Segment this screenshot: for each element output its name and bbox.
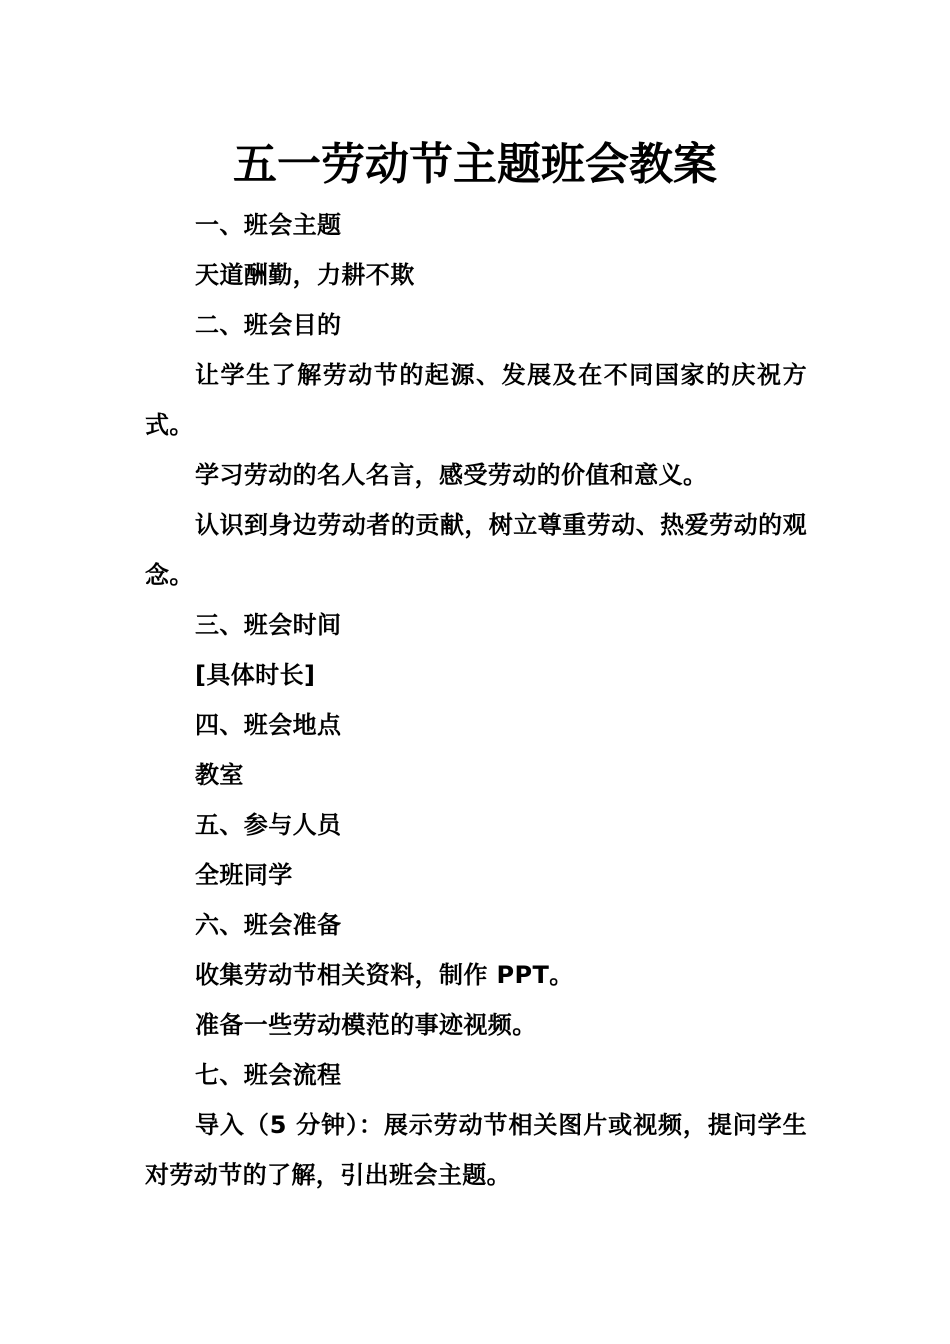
section-heading-location: 四、班会地点	[195, 711, 342, 739]
time-text: [具体时长]	[195, 661, 316, 689]
participants-text: 全班同学	[195, 861, 293, 889]
section-heading-purpose: 二、班会目的	[195, 311, 342, 339]
section-heading-time: 三、班会时间	[195, 611, 342, 639]
document-body	[145, 200, 807, 1200]
section-heading-process: 七、班会流程	[195, 1061, 342, 1089]
document-title: 五一劳动节主题班会教案	[233, 139, 717, 190]
process-item-intro: 导入（5 分钟）：展示劳动节相关图片或视频，提问学生对劳动节的了解，引出班会主题。	[145, 1111, 807, 1189]
section-heading-participants: 五、参与人员	[195, 811, 342, 839]
location-text: 教室	[195, 761, 244, 789]
purpose-item-1: 让学生了解劳动节的起源、发展及在不同国家的庆祝方式。	[145, 361, 807, 439]
preparation-item-1: 收集劳动节相关资料，制作 PPT。	[195, 961, 574, 989]
preparation-item-2: 准备一些劳动模范的事迹视频。	[195, 1011, 537, 1039]
section-heading-preparation: 六、班会准备	[195, 911, 342, 939]
purpose-item-2: 学习劳动的名人名言，感受劳动的价值和意义。	[195, 461, 708, 489]
section-heading-theme: 一、班会主题	[195, 211, 342, 239]
purpose-item-3: 认识到身边劳动者的贡献，树立尊重劳动、热爱劳动的观念。	[145, 511, 807, 589]
theme-text: 天道酬勤，力耕不欺	[195, 261, 415, 289]
